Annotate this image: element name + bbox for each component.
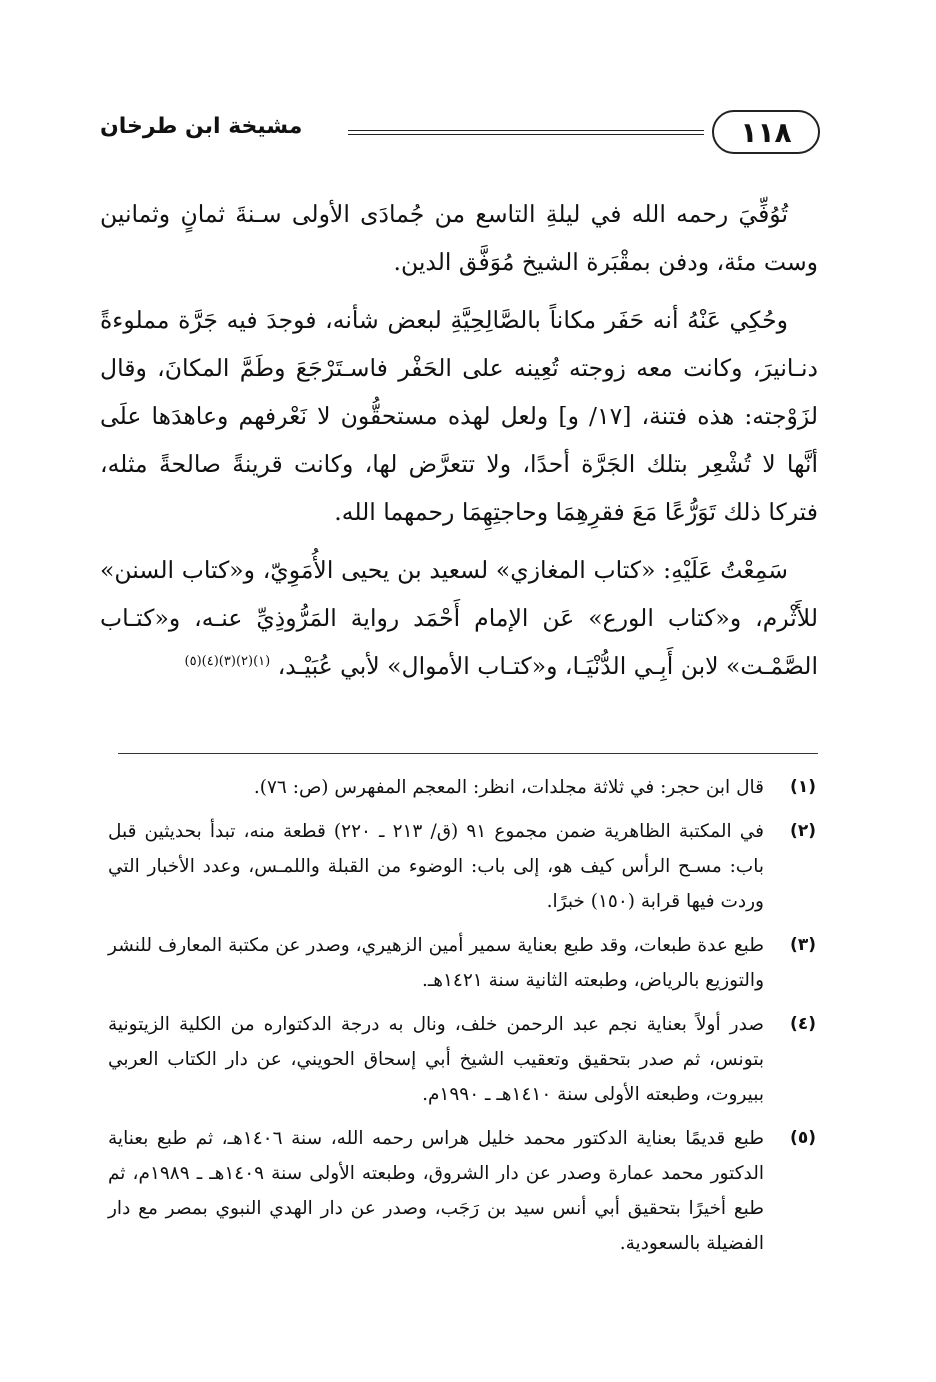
footnote-ref-2: (٢) [235,654,254,670]
footnote-number: (٣) [790,935,816,955]
footnote-ref-1: (١) [253,654,271,670]
page-header [100,100,820,160]
paragraph-heard-from [100,546,818,690]
main-text [100,190,818,700]
footnote-number: (٤) [790,1014,816,1034]
footnote-ref-list [185,652,271,680]
header-rule [348,130,704,135]
paragraph-heard-from-text: سَمِعْتُ عَلَيْهِ: «كتاب المغازي» لسعيد بن يحيى الأُمَوِيّ، و«كتاب السنن» للأَثْرم، و«كتاب الورع» عَن الإمام أَحْمَد رواية المَرُّوذِيِّ عنـه، و«كتـاب الصَّمْـت» لابن أَبِـي الدُّنْيَـا، و«كتـاب الأموال» لأبي عُبَيْـد، [100,556,818,680]
footnote-text: صدر أولاً بعناية نجم عبد الرحمن خلف، ونال به درجة الدكتواره من الكلية الزيتونية بتونس، ثم صدر بتحقيق وتعقيب الشيخ أبي إسحاق الحويني، عن دار الكتاب العربي ببيروت، وطبعته الأولى سنة ١٤١٠هـ ـ ١٩٩٠م. [108,1014,764,1105]
footnote-separator [118,753,818,754]
footnote-number: (٢) [790,821,816,841]
footnote-text: طبع قديمًا بعناية الدكتور محمد خليل هراس رحمه الله، سنة ١٤٠٦هـ، ثم طبع بعناية الدكتور محمد عمارة وصدر عن دار الشروق، وطبعته الأولى سنة ١٤٠٩هـ ـ ١٩٨٩م، ثم طبع أخيرًا بتحقيق أبي أنس سيد بن رَجَب، وصدر عن دار الهدي النبوي بمصر مع دار الفضيلة بالسعودية. [108,1128,764,1254]
page-number: ١١٨ [712,110,820,154]
footnote-text: قال ابن حجر: في ثلاثة مجلدات، انظر: المعجم المفهرس (ص: ٧٦). [253,777,764,798]
paragraph-anecdote: وحُكِي عَنْهُ أنه حَفَر مكاناً بالصَّالِحِيَّةِ لبعض شأنه، فوجدَ فيه جَرَّة مملوءةً دنـانيرَ، وكانت معه زوجته تُعِينه على الحَفْر فاسـتَرْجَعَ وطَمَّ المكانَ، وقال لزَوْجته: هذه فتنة، [١٧/ و] ولعل لهذه مستحقُّون لا نَعْرفهم وعاهدَها علَى أنَّها لا تُشْعِر بتلك الجَرَّة أحدًا، ولا تتعرَّض لها، وكانت قرينةً صالحةً مثله، فتركا ذلك تَوَرُّعًا مَعَ فقرِهِمَا وحاجتِهِمَا رحمهما الله. [100,306,818,526]
paragraph-death: تُوُفِّيَ رحمه الله في ليلةِ التاسع من جُمادَى الأولى سـنةَ ثمانٍ وثمانين وست مئة، ودفن بمقْبَرة الشيخ مُوَفَّق الدين. [100,200,818,276]
footnote-ref-3: (٣) [218,654,236,670]
footnote-5 [108,1121,816,1261]
footnote-ref-4: (٤) [201,654,219,670]
footnote-2 [108,814,816,919]
running-title: مشيخة ابن طرخان [100,114,303,139]
footnote-text: في المكتبة الظاهرية ضمن مجموع ٩١ (ق/ ٢١٣ ـ ٢٢٠) قطعة منه، تبدأ بحديثين قبل باب: مسـح الرأس كيف هو، إلى باب: الوضوء من القبلة واللمـس، وعدد الأخبار التي وردت فيها قرابة (١٥٠) خبرًا. [108,821,764,912]
footnote-4 [108,1007,816,1112]
footnote-text: طبع عدة طبعات، وقد طبع بعناية سمير أمين الزهيري، وصدر عن مكتبة المعارف للنشر والتوزيع بالرياض، وطبعته الثانية سنة ١٤٢١هـ. [108,935,764,991]
footnotes [108,770,816,1270]
footnote-ref-5: (٥) [184,654,202,670]
footnote-1 [108,770,816,805]
footnote-number: (٥) [790,1128,816,1148]
footnote-3 [108,928,816,998]
footnote-number: (١) [790,777,816,797]
